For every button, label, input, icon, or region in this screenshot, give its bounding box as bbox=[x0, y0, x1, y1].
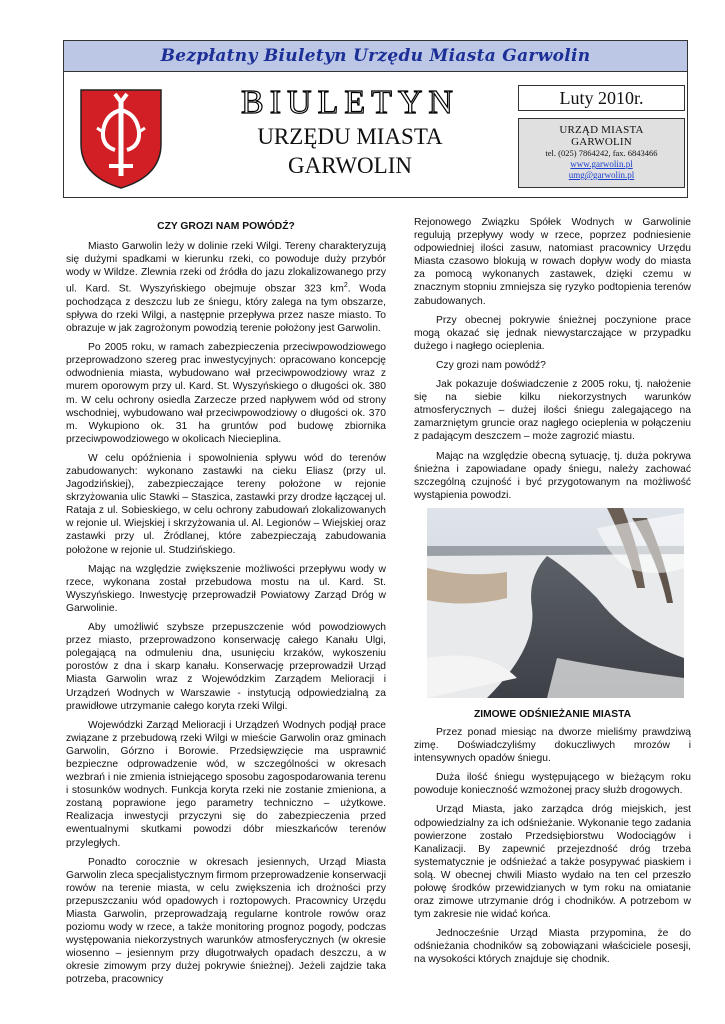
masthead-subtitle-1: URZĘDU MIASTA bbox=[257, 124, 443, 149]
coat-of-arms-icon bbox=[75, 84, 167, 192]
article-paragraph: Przez ponad miesiąc na dworze mieliśmy prawdziwą zimę. Doświadczyliśmy dokuczliwych mrozów i intensywnych opadów śniegu. bbox=[414, 726, 691, 765]
article-flood-heading: CZY GROZI NAM POWÓDŹ? bbox=[157, 221, 295, 232]
masthead-title: BIULETYN bbox=[241, 84, 459, 121]
article-paragraph: Przy obecnej pokrywie śnieżnej poczynione prace mogą okazać się jednak niewystarczające w przypadku dużego i nagłego ocieplenia. bbox=[414, 314, 691, 352]
article-paragraph: Miasto Garwolin leży w dolinie rzeki Wilgi. Tereny charakteryzują się dużymi spadkami w kierunku rzeki, co powoduje duży przybór wody w Wildze. Zlewnia rzeki od źródła do jazu zlokalizowanego przy ul. Kard. St. Wyszyńskiego obejmuje obszar 323 $km^2$. Woda pochodząca z deszczu lub ze śniegu, który zalega na tym obszarze, spływa do rzeki Wilgi, a następnie przepływa przez nasze miasto. To obrazuje w jak zagrożonym powodzią terenie położony jest Garwolin. bbox=[66, 241, 386, 335]
article-question: Czy grozi nam powódź? bbox=[436, 359, 546, 371]
right-column bbox=[414, 216, 691, 973]
header-banner bbox=[63, 40, 688, 72]
issue-date: Luty 2010r. bbox=[518, 85, 685, 111]
email-link[interactable]: umg@garwolin.pl bbox=[568, 170, 635, 180]
article-paragraph: Urząd Miasta, jako zarządca dróg miejskich, jest odpowiedzialny za ich odśnieżanie. Wykonanie tego zadania powierzone zostało Przedsiębiorstwu Wodociągów i Kanalizacji. By zapewnić przejezdność dróg trzeba systematycznie je odśnieżać a także posypywać piaskiem i solą. W obecnej chwili Miasto wydało na ten cel przeszło połowę środków przewidzianych w tym roku na omiatanie oraz zimowe utrzymanie dróg i chodników. A potrzebom w tym zakresie nie widać końca. bbox=[414, 804, 691, 921]
masthead-subtitle-2: GARWOLIN bbox=[288, 153, 412, 178]
article-paragraph: Jednocześnie Urząd Miasta przypomina, że do odśnieżania chodników są zobowiązani właściciele posesji, na wysokości których znajduje się chodnik. bbox=[414, 928, 691, 966]
banner-title: Bezpłatny Biuletyn Urzędu Miasta Garwolin bbox=[160, 46, 591, 66]
article-paragraph: Wojewódzki Zarząd Melioracji i Urządzeń Wodnych podjął prace związane z przebudową rzeki Wilgi w mieście Garwolin oraz gminach Garwolin, Górzno i Borowie. Przedsięwzięcie ma usprawnić bezpieczne odprowadzenie wód, w szczególności w okresach wezbrań i nie zmienia istniejącego sposobu zagospodarowania terenu i stosunków wodnych. Funkcja koryta rzeki nie zostanie zmieniona, a zostaną poprawione jego parametry techniczno – użytkowe. Realizacja inwestycji przyczyni się do zabezpieczenia przed ewentualnymi skutkami powodzi dóbr mieszkańców terenów przyległych. bbox=[66, 719, 386, 849]
website-link[interactable]: www.garwolin.pl bbox=[570, 159, 633, 169]
article-paragraph: Duża ilość śniegu występującego w bieżącym roku powoduje konieczność wzmożonej pracy służb drogowych. bbox=[414, 772, 691, 797]
office-name-line1: URZĄD MIASTA bbox=[559, 124, 644, 136]
article-snow-heading: ZIMOWE ODŚNIEŻANIE MIASTA bbox=[473, 708, 632, 720]
article-paragraph: W celu opóźnienia i spowolnienia spływu wód do terenów zabudowanych: wykonano zastawki na cieku Eliasz (przy ul. Jagodzińskiej), zabezpieczające tereny położone w rejonie skrzyżowania ulic Stawki – Staszica, zastawki przy drodze łączącej ul. Rataja z ul. Sobieskiego, w celu ochrony zabudowań zlokalizowanych w rejonie ul. Wiejskiej i skrzyżowania ul. Al. Legionów – Wiejskiej oraz zastawki przy ul. Źródlanej, które zabezpieczają zabudowania położone w rejonie ul. Studzińskiego. bbox=[66, 452, 386, 556]
office-phone: tel. (025) 7864242, fax. 6843466 bbox=[545, 148, 658, 158]
article-paragraph: Rejonowego Związku Spółek Wodnych w Garwolinie regulują przepływy wody w rzece, poprzez podniesienie odpowiedniej ilości zasuw, natomiast pracownicy Urzędu Miasta czasowo blokują w rowach dopływ wody do miasta za pomocą wykonanych zastawek, dzięki czemu w znacznym stopniu zmniejsza się ryzyko podtopienia terenów zabudowanych. bbox=[414, 217, 691, 307]
office-name-line2: GARWOLIN bbox=[571, 136, 632, 148]
article-paragraph: Po 2005 roku, w ramach zabezpieczenia przeciwpowodziowego przeprowadzono szereg prac inwestycyjnych: opracowano koncepcję odwodnienia miasta, wybudowano wał przeciwpowodziowy wraz z murem oporowym przy ul. Kard. St. Wyszyńskiego o długości ok. 380 m. W celu ochrony osiedla Zarzecze przed napływem wód od strony wschodniej, wybudowano wał przeciwpowodziowy o długości ok. 370 m. Wykupiono ok. 31 ha gruntów pod budowę zbiornika przeciwpowodziowego w okolicach Niecieplina. bbox=[66, 342, 386, 445]
article-paragraph: Aby umożliwić szybsze przepuszczenie wód powodziowych przez miasto, przeprowadzono konserwację całego Kanału Ulgi, polegającą na odmuleniu dna, usunięciu krzaków, wykoszeniu porostów z dna i skarp kanału. Konserwację przeprowadził Urząd Miasta Garwolin wraz z Wojewódzkim Zarządem Melioracji i Urządzeń Wodnych w Warszawie - instytucją odpowiedzialną za prawidłowe utrzymanie całego koryta rzeki Wilgi. bbox=[66, 622, 386, 712]
office-info-box bbox=[518, 118, 685, 188]
left-column bbox=[66, 216, 386, 993]
article-paragraph: Mając na względzie zwiększenie możliwości przepływu wody w rzece, wykonana został przebudowa mostu na ul. Kard. St. Wyszyńskiego. Inwestycję przeprowadził Powiatowy Zarząd Dróg w Garwolinie. bbox=[66, 563, 386, 614]
winter-river-photo bbox=[427, 508, 684, 698]
article-paragraph: Jak pokazuje doświadczenie z 2005 roku, tj. nałożenie się na siebie kilku niekorzystnych warunków atmosferycznych – dużej ilości śniegu zalegającego na zamarzniętym gruncie oraz nagłego ocieplenia w połączeniu z padającym deszczem – może zagrozić miastu. bbox=[414, 379, 691, 443]
masthead bbox=[210, 84, 490, 180]
article-paragraph: Mając na względzie obecną sytuację, tj. duża pokrywa śnieżna i zapowiadane opady śniegu, należy zachować szczególną czujność i być przygotowanym na możliwość wystąpienia powodzi. bbox=[414, 450, 691, 501]
article-paragraph: Ponadto corocznie w okresach jesiennych, Urząd Miasta Garwolin zleca specjalistycznym firmom przeprowadzenie konserwacji rowów na terenie miasta, w celu zwiększenia ich drożności przy przepuszczaniu wód opadowych i roztopowych. Pracownicy Urzędu Miasta Garwolin, przeprowadzają regularne kontrole rowów oraz poziomu wody w rzece, a także monitoring prognoz pogody, podczas występowania niekorzystnych warunków atmosferycznych (w okresie wiosenno – jesiennym przy długotrwałych opadach deszczu, a w okresie zimowym przy dużej pokrywie śnieżnej). Jeżeli zajdzie taka potrzeba, pracownicy bbox=[66, 856, 386, 986]
